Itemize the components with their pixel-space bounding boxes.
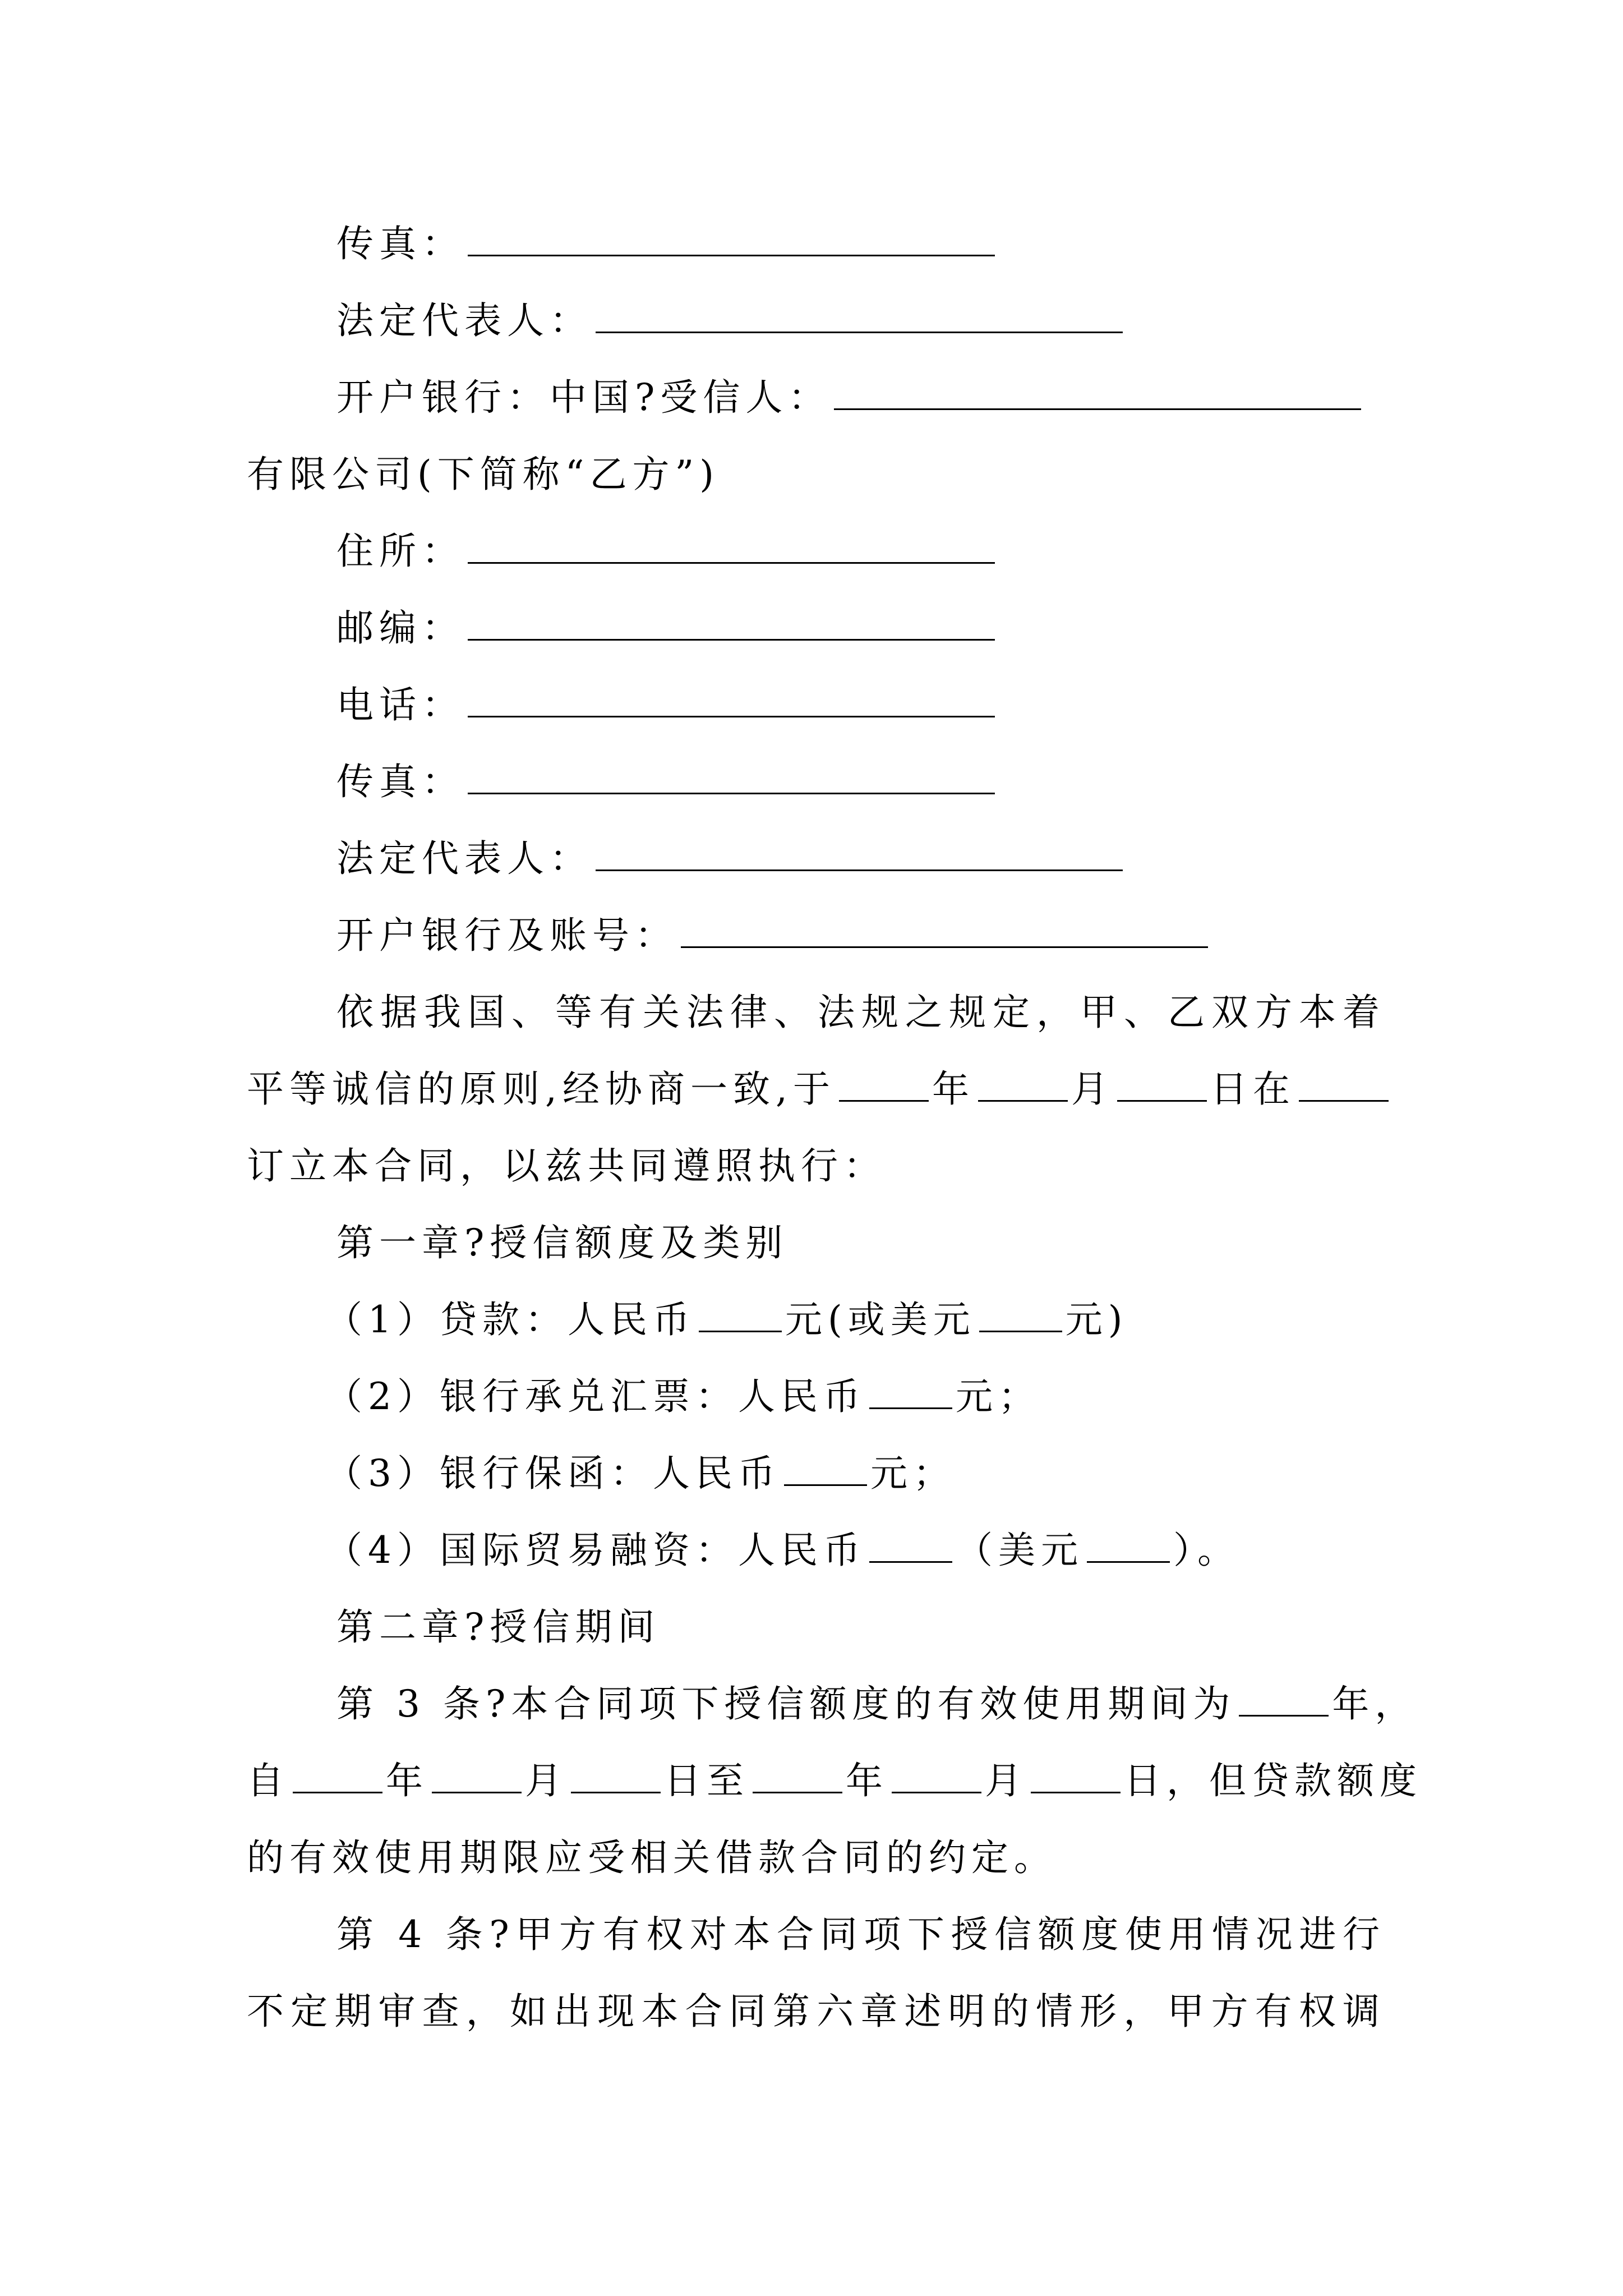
item-label: （4）国际贸易融资：人民币 [325,1529,866,1572]
month-label: 月 [525,1759,568,1802]
article-text: 的有效使用期限应受相关借款合同的约定。 [247,1836,1057,1879]
years-blank[interactable] [1239,1686,1329,1717]
year-label: 年 [846,1759,888,1802]
year-label: 年 [932,1068,975,1111]
article-3-line-3 [247,1819,1385,1897]
article-text: 第 4 条?甲方有权对本合同项下授信额度使用情况进行 [336,1913,1385,1956]
phone-blank[interactable] [468,687,995,717]
month-label: 月 [1071,1068,1114,1111]
paragraph-text: 订立本合同，以兹共同遵照执行： [247,1144,886,1188]
item-text: 元) [1065,1298,1128,1341]
chapter-title: 第一章?授信额度及类别 [336,1221,789,1264]
article-3-line-2 [247,1742,1422,1820]
phone-label: 电话： [336,683,464,726]
paragraph-text: 平等诚信的原则,经协商一致,于 [247,1068,836,1111]
item-text: 元； [956,1375,1041,1418]
bank-recipient-line [336,359,1385,436]
item-text: ）。 [1173,1529,1240,1572]
article-text: 不定期审查，如出现本合同第六章述明的情形，甲方有权调 [247,1990,1385,2033]
company-line [247,436,1385,513]
chapter-title: 第二章?授信期间 [336,1605,661,1649]
month-blank[interactable] [978,1071,1068,1102]
legal-rep-blank[interactable] [596,302,1123,333]
fax-line-party-b [336,743,1385,821]
legal-rep-line-party-a [336,282,1385,360]
postcode-line [336,590,1385,667]
end-day-blank[interactable] [1031,1763,1121,1793]
fax-blank[interactable] [468,226,995,256]
year-label: 年 [386,1759,428,1802]
chapter-two-heading [336,1589,1385,1666]
article-text: 自 [247,1759,289,1802]
day-blank[interactable] [1117,1071,1207,1102]
legal-rep-line-party-b [336,820,1385,898]
day-place-label: 日在 [1210,1068,1295,1111]
legal-rep-blank[interactable] [596,840,1123,871]
article-3-line-1 [336,1665,1418,1743]
item-label: （3）银行保函：人民币 [325,1452,781,1495]
postcode-label: 邮编： [336,606,464,650]
rmb-amount-blank[interactable] [699,1301,782,1332]
item-text: 元； [870,1452,956,1495]
fax-line-party-a [336,205,1385,283]
fax-label: 传真： [336,760,464,803]
usd-amount-blank[interactable] [979,1301,1062,1332]
item-label: （2）银行承兑汇票：人民币 [325,1375,866,1418]
credit-item-acceptance [325,1358,1374,1435]
end-month-blank[interactable] [892,1763,981,1793]
item-text: 元(或美元 [785,1298,976,1341]
postcode-blank[interactable] [468,610,995,641]
bank-account-label: 开户银行及账号： [336,914,677,957]
paragraph-basis-line-3 [247,1128,1385,1205]
address-line [336,513,1385,590]
usd-amount-blank[interactable] [1087,1532,1170,1563]
start-day-blank[interactable] [571,1763,661,1793]
rmb-amount-blank[interactable] [869,1378,952,1409]
legal-rep-label: 法定代表人： [336,837,592,880]
address-blank[interactable] [468,533,995,564]
recipient-blank[interactable] [834,379,1361,410]
paragraph-basis-line-1 [336,974,1385,1051]
paragraph-text: 依据我国、等有关法律、法规之规定，甲、乙双方本着 [336,991,1385,1034]
month-label: 月 [985,1759,1027,1802]
day-to-label: 日至 [664,1759,749,1802]
article-text: 年， [1332,1682,1418,1726]
place-blank[interactable] [1299,1071,1389,1102]
article-4-line-2 [247,1973,1385,2050]
article-4-line-1 [336,1896,1385,1973]
credit-item-trade-finance [325,1512,1374,1589]
rmb-amount-blank[interactable] [784,1455,867,1486]
fax-blank[interactable] [468,763,995,794]
company-text: 有限公司(下简称“乙方”) [247,453,720,496]
bank-recipient-label: 开户银行：中国?受信人： [336,376,831,419]
item-text: （美元 [956,1529,1083,1572]
phone-line [336,666,1385,744]
paragraph-basis-line-2 [247,1051,1385,1128]
address-label: 住所： [336,530,464,573]
item-label: （1）贷款：人民币 [325,1298,695,1341]
rmb-amount-blank[interactable] [869,1532,952,1563]
article-text: 日，但贷款额度 [1124,1759,1422,1802]
article-text: 第 3 条?本合同项下授信额度的有效使用期间为 [336,1682,1236,1726]
bank-account-blank[interactable] [681,917,1208,948]
credit-item-loan [325,1281,1374,1359]
year-blank[interactable] [839,1071,929,1102]
start-month-blank[interactable] [432,1763,522,1793]
legal-rep-label: 法定代表人： [336,299,592,342]
fax-label: 传真： [336,222,464,265]
chapter-one-heading [336,1204,1385,1282]
credit-item-guarantee [325,1435,1374,1512]
bank-account-line [336,897,1385,974]
end-year-blank[interactable] [753,1763,842,1793]
start-year-blank[interactable] [293,1763,382,1793]
